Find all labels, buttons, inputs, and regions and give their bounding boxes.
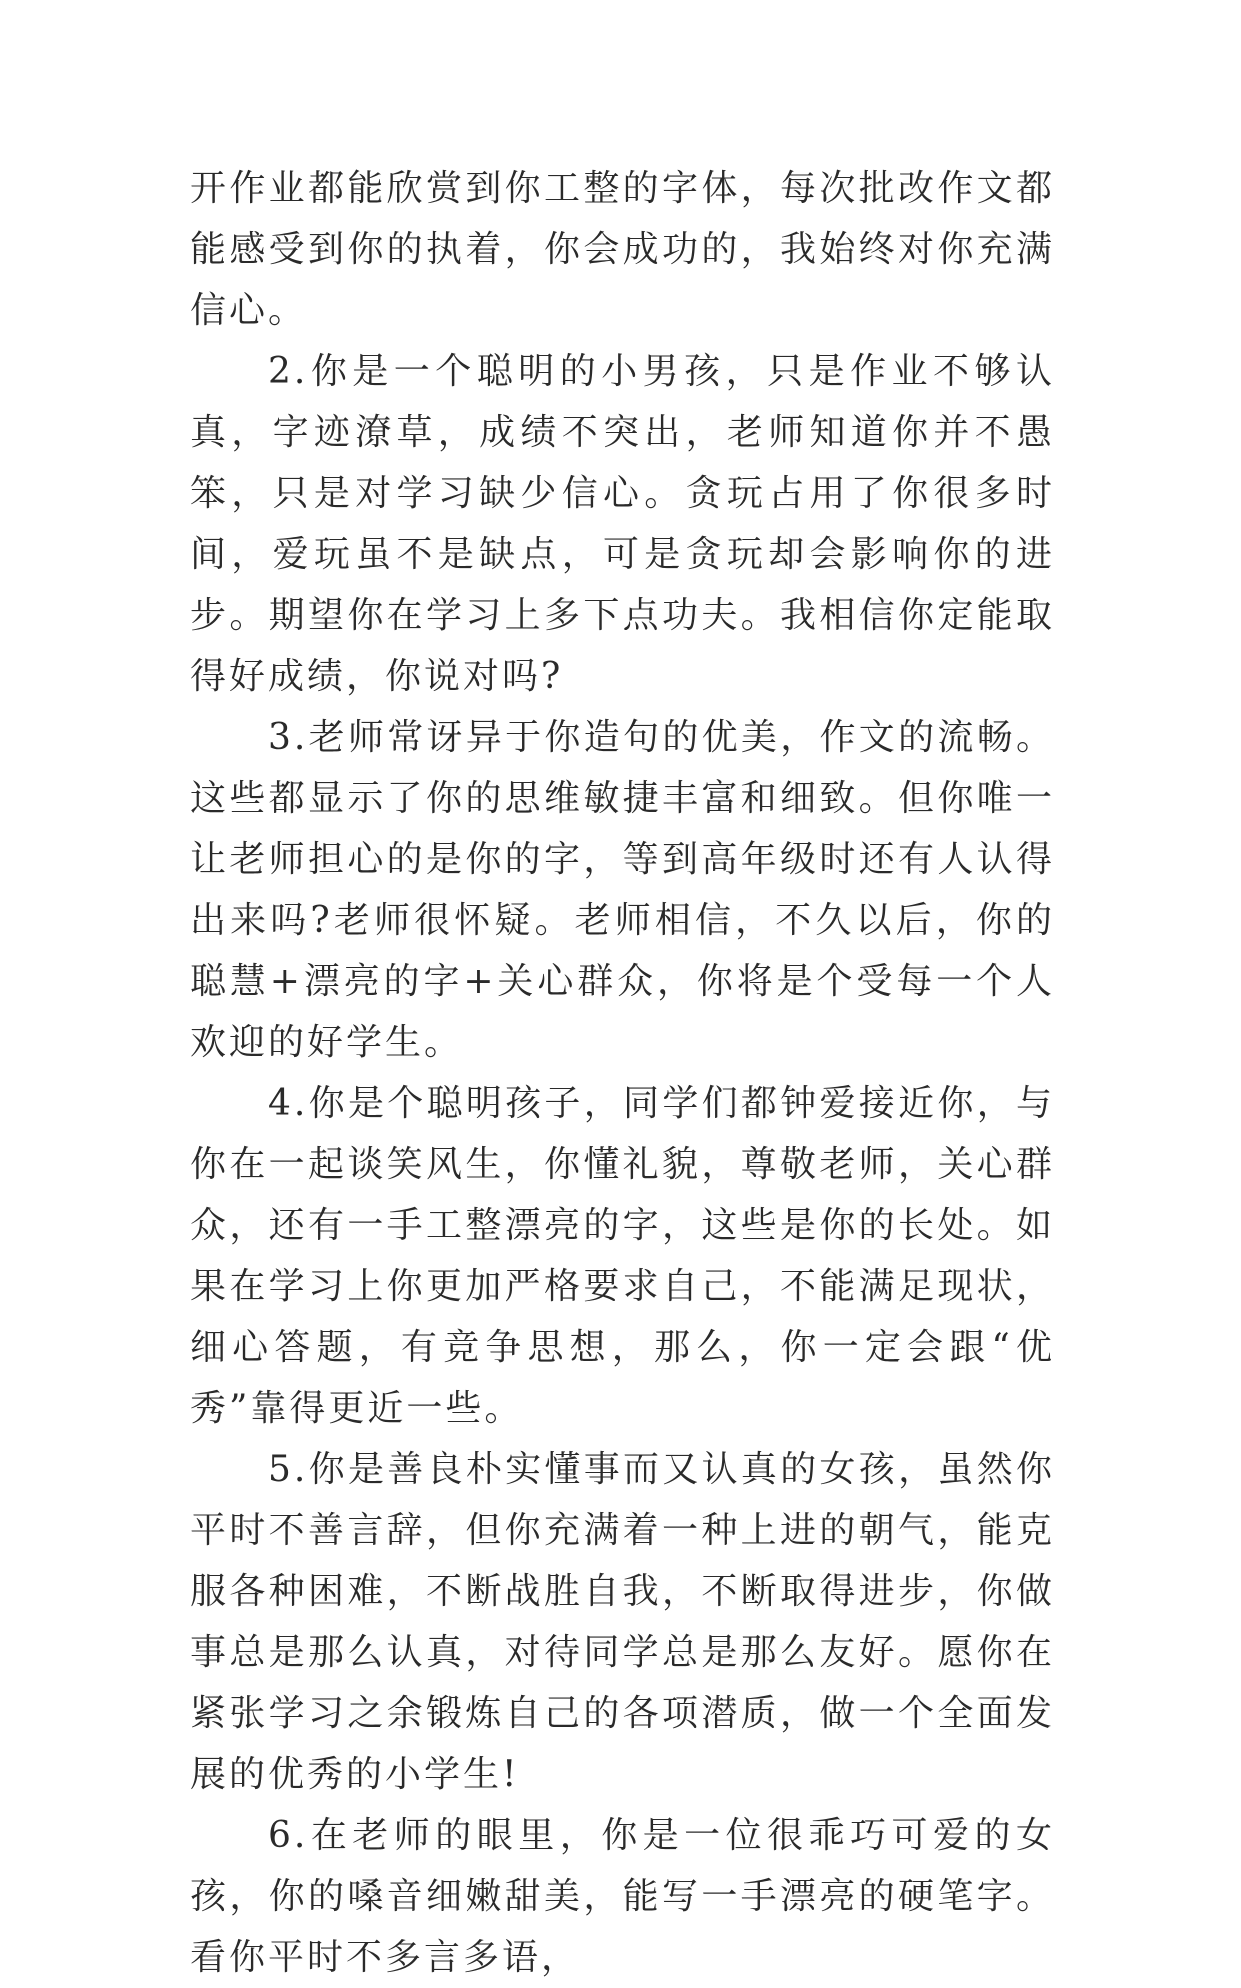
paragraph-comment-3: 3.老师常讶异于你造句的优美，作文的流畅。这些都显示了你的思维敏捷丰富和细致。但你唯一让老师担心的是你的字，等到高年级时还有人认得出来吗?老师很怀疑。老师相信，不久以后，你的聪慧+漂亮的字+关心群众，你将是个受每一个人欢迎的好学生。 (190, 717, 1055, 1063)
paragraph-comment-4: 4.你是个聪明孩子，同学们都钟爱接近你，与你在一起谈笑风生，你懂礼貌，尊敬老师，关心群众，还有一手工整漂亮的字，这些是你的长处。如果在学习上你更加严格要求自己，不能满足现状，细心答题，有竞争思想，那么，你一定会跟“优秀”靠得更近一些。 (190, 1083, 1055, 1429)
paragraph-comment-2: 2.你是一个聪明的小男孩，只是作业不够认真，字迹潦草，成绩不突出，老师知道你并不愚笨，只是对学习缺少信心。贪玩占用了你很多时间，爱玩虽不是缺点，可是贪玩却会影响你的进步。期望你在学习上多下点功夫。我相信你定能取得好成绩，你说对吗? (190, 351, 1055, 697)
paragraph-comment-5: 5.你是善良朴实懂事而又认真的女孩，虽然你平时不善言辞，但你充满着一种上进的朝气，能克服各种困难，不断战胜自我，不断取得进步，你做事总是那么认真，对待同学总是那么友好。愿你在紧张学习之余锻炼自己的各项潜质，做一个全面发展的优秀的小学生! (190, 1449, 1055, 1795)
paragraph-continuation: 开作业都能欣赏到你工整的字体，每次批改作文都能感受到你的执着，你会成功的，我始终对你充满信心。 (190, 168, 1055, 331)
paragraph-comment-6: 6.在老师的眼里，你是一位很乖巧可爱的女孩，你的嗓音细嫩甜美，能写一手漂亮的硬笔字。看你平时不多言多语， (190, 1815, 1055, 1978)
document-body (190, 158, 1055, 1988)
